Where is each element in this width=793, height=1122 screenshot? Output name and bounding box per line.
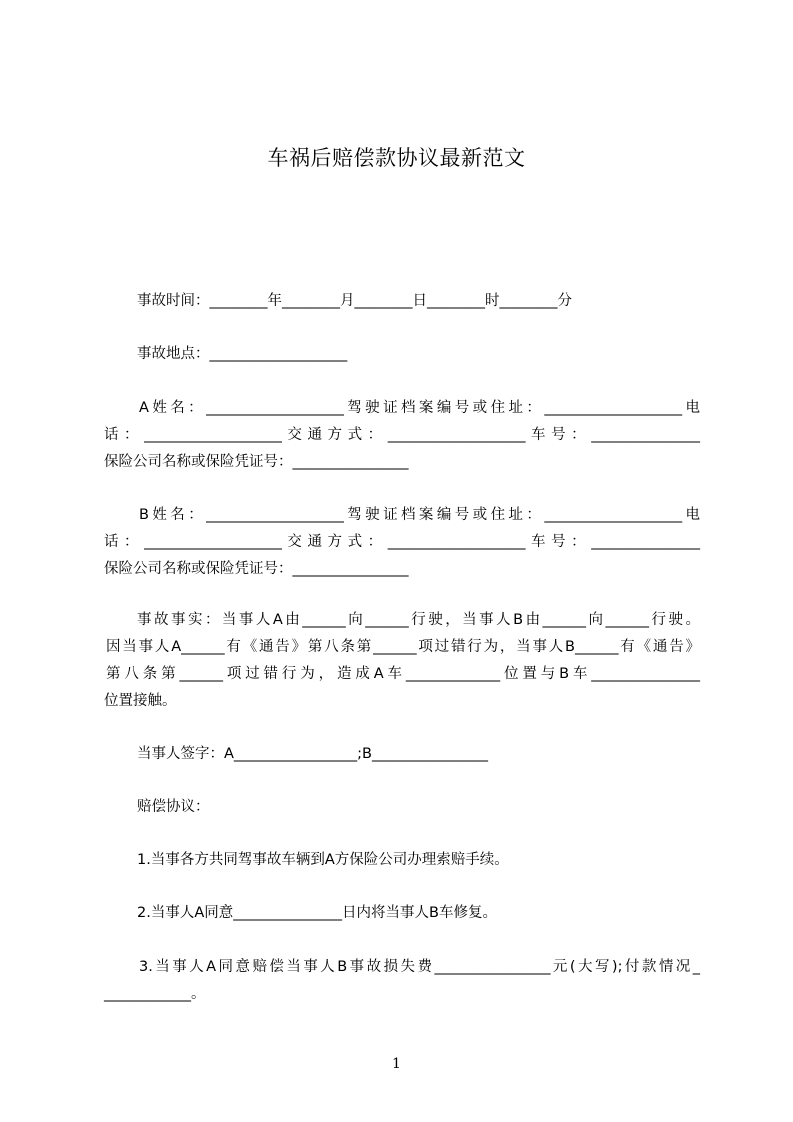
facts-line-2: 因当事人A______有《通告》第八条第______项过错行为，当事人B______有《通告》 — [106, 639, 700, 655]
facts-line-1: 事故事实：当事人A由______向______行驶，当事人B由______向______行驶。 — [137, 612, 700, 628]
party-a-line-3: 保险公司名称或保险凭证号：________________ — [104, 454, 409, 470]
party-b-line-1: B姓名：___________________驾驶证档案编号或住址：___________________电 — [139, 507, 700, 523]
party-b-line-2: 话：___________________交通方式：___________________车号：_______________ — [104, 534, 700, 550]
accident-time-line: 事故时间：________年________月________日________时________分 — [137, 293, 572, 309]
party-a-line-2: 话：___________________交通方式：___________________车号：_______________ — [104, 427, 700, 443]
page-number: 1 — [392, 1056, 401, 1072]
document-title: 车祸后赔偿款协议最新范文 — [267, 146, 526, 170]
signature-line: 当事人签字：A_________________;B________________ — [137, 746, 489, 762]
agreement-item-3-line-1: 3.当事人A同意赔偿当事人B事故损失费________________元(大写);付款情况_ — [139, 959, 700, 975]
facts-line-3: 第八条第______项过错行为，造成A车_____________位置与B车_______________ — [106, 666, 700, 682]
accident-place-line: 事故地点：___________________ — [137, 346, 348, 362]
party-b-line-3: 保险公司名称或保险凭证号：________________ — [104, 561, 409, 577]
agreement-heading: 赔偿协议： — [137, 799, 210, 815]
agreement-item-3-line-2: ____________。 — [104, 986, 206, 1002]
agreement-item-2: 2.当事人A同意_______________日内将当事人B车修复。 — [137, 905, 497, 921]
agreement-item-1: 1.当事各方共同驾事故车辆到A方保险公司办理索赔手续。 — [137, 852, 509, 868]
facts-line-4: 位置接触。 — [104, 693, 177, 709]
party-a-line-1: A姓名：___________________驾驶证档案编号或住址：___________________电 — [139, 400, 700, 416]
